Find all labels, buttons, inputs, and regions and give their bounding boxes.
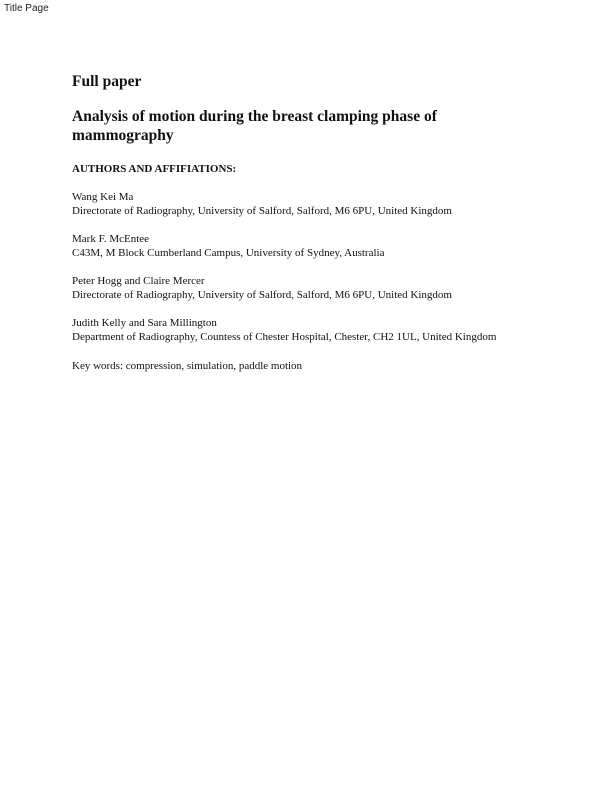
keywords: Key words: compression, simulation, paddle motion bbox=[72, 360, 303, 372]
paper-type: Full paper bbox=[72, 73, 142, 90]
author-affiliation: Directorate of Radiography, University of Salford, Salford, M6 6PU, United Kingdom bbox=[72, 205, 452, 217]
author-affiliation: C43M, M Block Cumberland Campus, University of Sydney, Australia bbox=[72, 247, 385, 259]
page-header-label: Title Page bbox=[4, 3, 49, 14]
author-name: Wang Kei Ma bbox=[72, 191, 134, 203]
author-affiliation: Directorate of Radiography, University of Salford, Salford, M6 6PU, United Kingdom bbox=[72, 289, 452, 301]
author-name: Peter Hogg and Claire Mercer bbox=[72, 275, 205, 287]
author-affiliation: Department of Radiography, Countess of Chester Hospital, Chester, CH2 1UL, United Kingdom bbox=[72, 331, 497, 343]
authors-list bbox=[72, 190, 592, 344]
author-name: Mark F. McEntee bbox=[72, 233, 150, 245]
author-block-2 bbox=[72, 232, 592, 260]
paper-title: Analysis of motion during the breast clamping phase of mammography bbox=[72, 108, 437, 144]
title-page-content bbox=[72, 73, 592, 373]
author-block-4 bbox=[72, 316, 592, 344]
author-name: Judith Kelly and Sara Millington bbox=[72, 317, 217, 329]
author-block-3 bbox=[72, 274, 592, 302]
authors-heading: AUTHORS AND AFFIFIATIONS: bbox=[72, 163, 237, 175]
author-block-1 bbox=[72, 190, 592, 218]
